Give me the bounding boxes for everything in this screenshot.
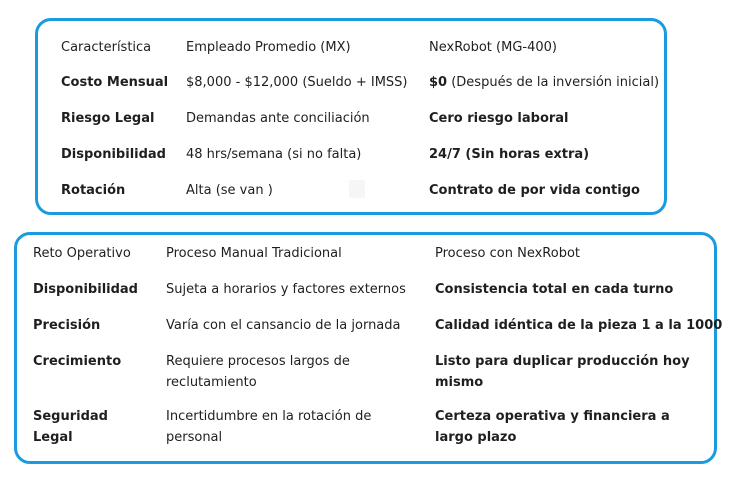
robot-value: Listo para duplicar producción hoy mismo bbox=[435, 354, 690, 390]
row-label: Precisión bbox=[33, 318, 101, 333]
row-label: Rotación bbox=[61, 183, 126, 198]
row-label: Costo Mensual bbox=[61, 75, 169, 90]
employee-value: 48 hrs/semana (si no falta) bbox=[186, 147, 362, 162]
row-label: Disponibilidad bbox=[33, 282, 138, 297]
employee-value: Demandas ante conciliación bbox=[186, 111, 370, 126]
row-label: Seguridad Legal bbox=[33, 409, 108, 445]
manual-value: Varía con el cansancio de la jornada bbox=[166, 318, 401, 333]
robot-value: Certeza operativa y financiera a largo plazo bbox=[435, 409, 670, 445]
header-manual: Proceso Manual Tradicional bbox=[166, 246, 342, 261]
row-label: Disponibilidad bbox=[61, 147, 166, 162]
manual-value: Sujeta a horarios y factores externos bbox=[166, 282, 406, 297]
employee-value: $8,000 - $12,000 (Sueldo + IMSS) bbox=[186, 75, 408, 90]
header-employee: Empleado Promedio (MX) bbox=[186, 40, 351, 55]
header-challenge: Reto Operativo bbox=[33, 246, 131, 261]
robot-value: $0 bbox=[429, 75, 448, 90]
comparison-table-employee-vs-robot bbox=[35, 18, 667, 215]
robot-value: Contrato de por vida contigo bbox=[429, 183, 640, 198]
header-robot: Proceso con NexRobot bbox=[435, 246, 580, 261]
robot-value: 24/7 (Sin horas extra) bbox=[429, 147, 590, 162]
employee-value: Alta (se van ) bbox=[186, 183, 273, 198]
row-label: Crecimiento bbox=[33, 354, 122, 369]
header-robot: NexRobot (MG-400) bbox=[429, 40, 557, 55]
robot-note: (Después de la inversión inicial) bbox=[447, 75, 660, 90]
robot-value: Consistencia total en cada turno bbox=[435, 282, 674, 297]
robot-value: Cero riesgo laboral bbox=[429, 111, 569, 126]
manual-value: Incertidumbre en la rotación de personal bbox=[166, 409, 372, 445]
robot-value-cell bbox=[429, 72, 659, 93]
blank-placeholder bbox=[349, 180, 365, 198]
robot-value: Calidad idéntica de la pieza 1 a la 1000 bbox=[435, 318, 723, 333]
comparison-table-manual-vs-robot bbox=[14, 232, 723, 464]
row-label: Riesgo Legal bbox=[61, 111, 155, 126]
header-characteristic: Característica bbox=[61, 40, 152, 55]
manual-value: Requiere procesos largos de reclutamiento bbox=[166, 354, 350, 390]
